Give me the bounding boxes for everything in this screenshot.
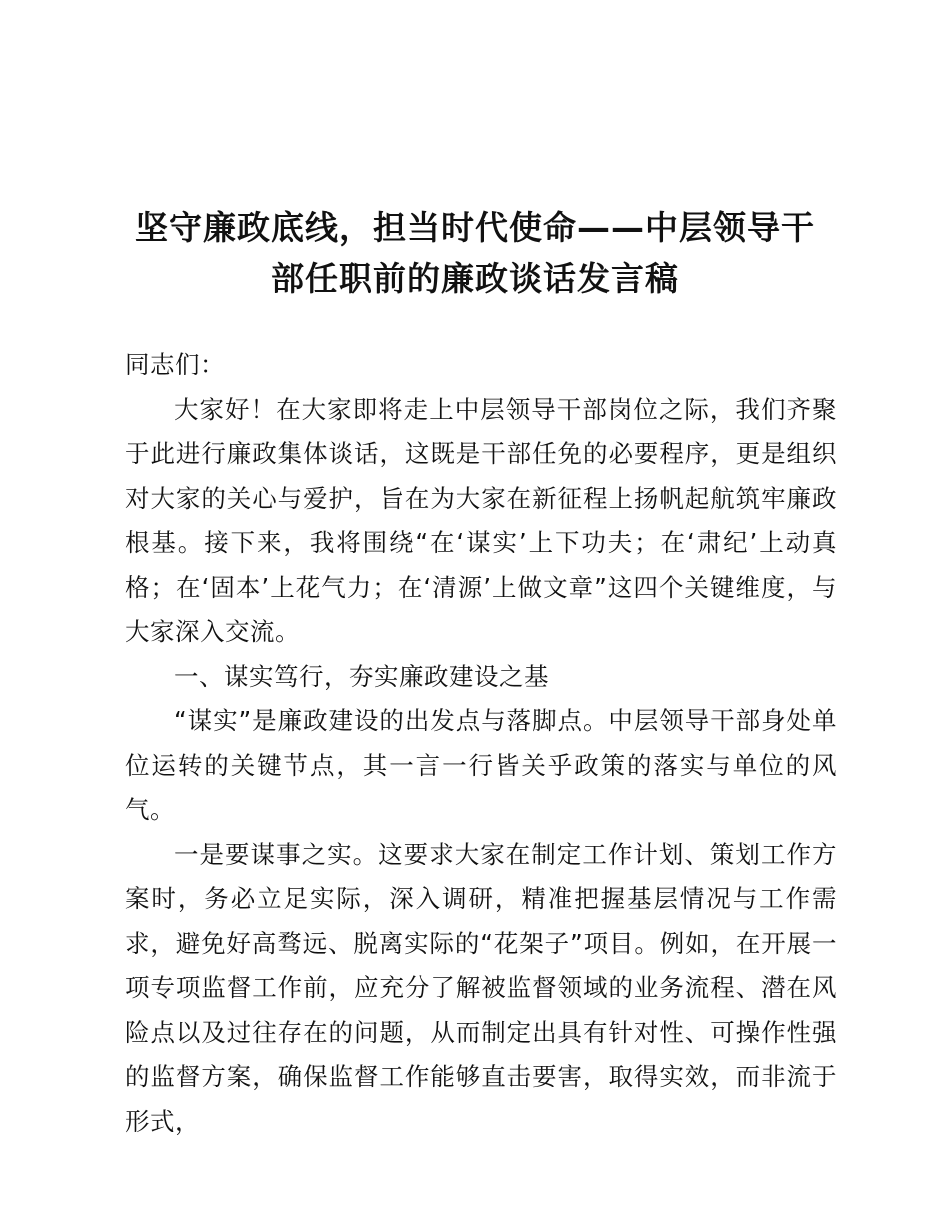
- paragraph-point-1: 一是要谋事之实。这要求大家在制定工作计划、策划工作方案时，务必立足实际，深入调研，精准把握基层情况与工作需求，避免好高骛远、脱离实际的“花架子”项目。例如，在开展一项专项监督工作前，应充分了解被监督领域的业务流程、潜在风险点以及过往存在的问题，从而制定出具有针对性、可操作性强的监督方案，确保监督工作能够直击要害，取得实效，而非流于形式，: [125, 839, 837, 1136]
- paragraph-opening: 大家好！在大家即将走上中层领导干部岗位之际，我们齐聚于此进行廉政集体谈话，这既是干部任免的必要程序，更是组织对大家的关心与爱护，旨在为大家在新征程上扬帆起航筑牢廉政根基。接下来，我将围绕“在‘谋实’上下功夫；在‘肃纪’上动真格；在‘固本’上花气力；在‘清源’上做文章”这四个关键维度，与大家深入交流。: [125, 394, 837, 646]
- title-line-2: 部任职前的廉政谈话发言稿: [271, 259, 679, 298]
- section-heading-1: 一、谋实笃行，夯实廉政建设之基: [174, 661, 549, 691]
- document-title: [110, 202, 840, 304]
- document-body: [125, 343, 837, 1144]
- paragraph-section-intro: “谋实”是廉政建设的出发点与落脚点。中层领导干部身处单位运转的关键节点，其一言一行皆关乎政策的落实与单位的风气。: [125, 706, 837, 824]
- salutation: 同志们：: [125, 350, 225, 379]
- title-line-1: 坚守廉政底线，担当时代使命——中层领导干: [135, 208, 815, 247]
